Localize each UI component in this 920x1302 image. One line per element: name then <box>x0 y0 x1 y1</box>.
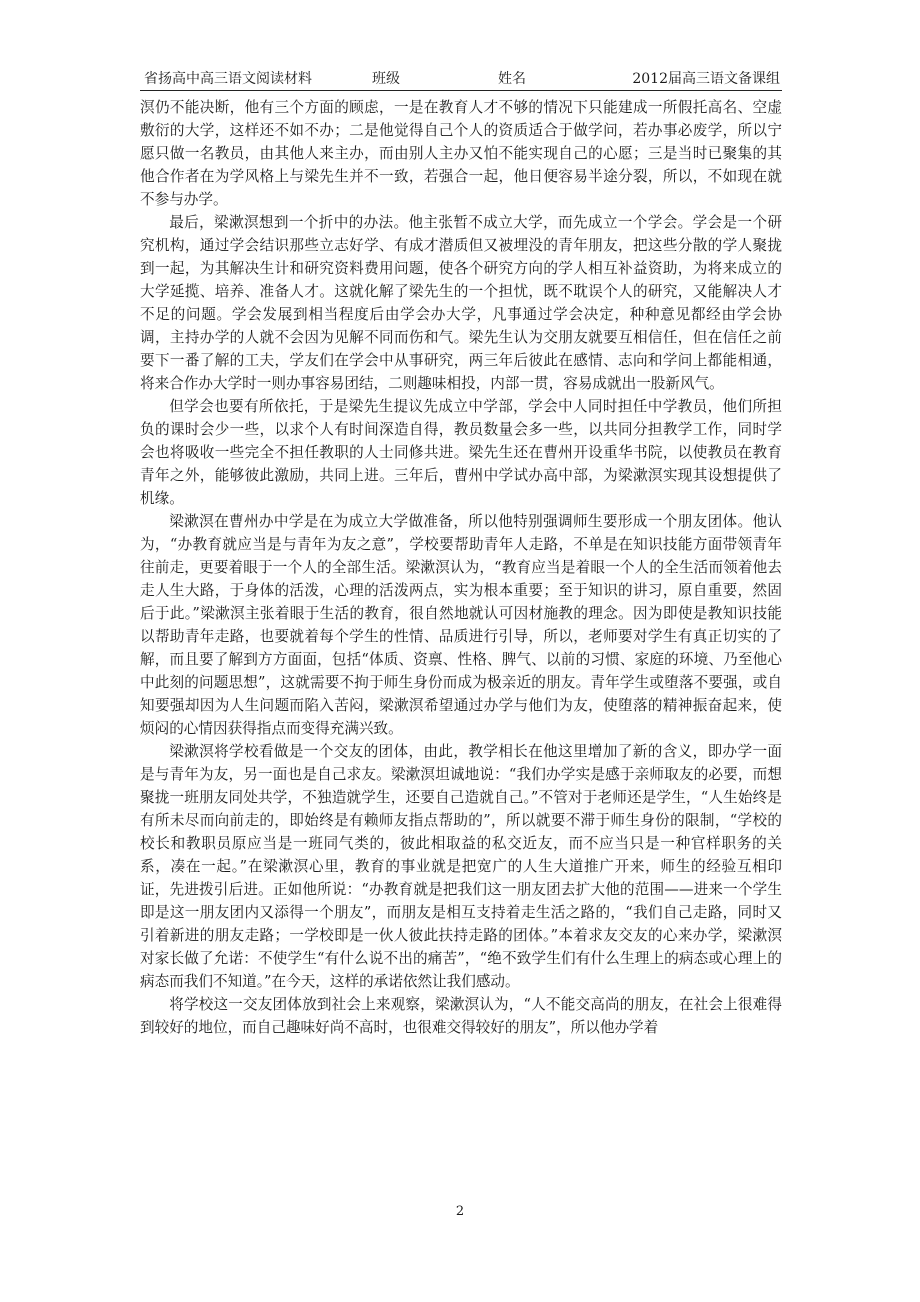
paragraph: 梁漱溟将学校看做是一个交友的团体，由此，教学相长在他这里增加了新的含义，即办学一面是与青年为友，另一面也是自己求友。梁漱溟坦诚地说：“我们办学实是感于亲师取友的必要，而想聚拢一班朋友同处共学，不独造就学生，还要自己造就自己。”不管对于老师还是学生，“人生始终是有所未尽而向前走的，即始终是有赖师友指点帮助的”，所以就要不滞于师生身份的限制，“学校的校长和教职员原应当是一班同气类的，彼此相取益的私交近友，而不应当只是一种官样职务的关系，凑在一起。”在梁漱溟心里，教育的事业就是把宽广的人生大道推广开来，师生的经验互相印证，先进拨引后进。正如他所说：“办教育就是把我们这一朋友团去扩大他的范围——进来一个学生即是这一朋友团内又添得一个朋友”，而朋友是相互支持着走生活之路的，“我们自己走路，同时又引着新进的朋友走路；一学校即是一伙人彼此扶持走路的团体。”本着求友交友的心来办学，梁漱溟对家长做了允诺：不使学生“有什么说不出的痛苦”，“绝不致学生们有什么生理上的病态或心理上的病态而我们不知道。”在今天，这样的承诺依然让我们感动。 <box>140 743 782 990</box>
header-group: 2012届高三语文备课组 <box>632 71 780 87</box>
paragraph: 将学校这一交友团体放到社会上来观察，梁漱溟认为，“人不能交高尚的朋友，在社会上很难得到较好的地位，而自己趣味好尚不高时，也很难交得较好的朋友”，所以他办学着 <box>140 996 782 1036</box>
paragraph: 但学会也要有所依托，于是梁先生提议先成立中学部，学会中人同时担任中学教员，他们所担负的课时会少一些，以求个人有时间深造自得，教员数量会多一些，以共同分担教学工作，同时学会也将吸收一些完全不担任教职的人士同修共进。梁先生还在曹州开设重华书院，以使教员在教育青年之外，能够彼此激励，共同上进。三年后，曹州中学试办高中部，为梁漱溟实现其设想提供了机缘。 <box>140 398 782 507</box>
page-number: 2 <box>455 1204 465 1219</box>
page-header <box>140 64 782 91</box>
paragraph: 最后，梁漱溟想到一个折中的办法。他主张暂不成立大学，而先成立一个学会。学会是一个研究机构，通过学会结识那些立志好学、有成才潜质但又被埋没的青年朋友，把这些分散的学人聚拢到一起，为其解决生计和研究资料费用问题，使各个研究方向的学人相互补益资助，为将来成立的大学延揽、培养、准备人才。这就化解了梁先生的一个担忧，既不耽误个人的研究，又能解决人才不足的问题。学会发展到相当程度后由学会办大学，凡事通过学会决定，种种意见都经由学会协调，主持办学的人就不会因为见解不同而伤和气。梁先生认为交朋友就要互相信任，但在信任之前要下一番了解的工夫，学友们在学会中从事研究，两三年后彼此在感情、志向和学问上都能相通，将来合作办大学时一则办事容易团结，二则趣味相投，内部一贯，容易成就出一股新风气。 <box>140 214 782 392</box>
header-name-label: 姓名 <box>498 71 526 87</box>
header-title: 省扬高中高三语文阅读材料 <box>144 71 312 87</box>
article-body <box>140 96 782 1039</box>
header-class-label: 班级 <box>372 71 400 87</box>
paragraph: 溟仍不能决断，他有三个方面的顾虑，一是在教育人才不够的情况下只能建成一所假托高名、空虚敷衍的大学，这样还不如不办；二是他觉得自己个人的资质适合于做学问，若办事必废学，所以宁愿只做一名教员，由其他人来主办，而由别人主办又怕不能实现自己的心愿；三是当时已聚集的其他合作者在为学风格上与梁先生并不一致，若强合一起，他日便容易半途分裂，所以，不如现在就不参与办学。 <box>140 99 782 208</box>
paragraph: 梁漱溟在曹州办中学是在为成立大学做准备，所以他特别强调师生要形成一个朋友团体。他认为，“办教育就应当是与青年为友之意”，学校要帮助青年人走路，不单是在知识技能方面带领青年往前走，更要着眼于一个人的全部生活。梁漱溟认为，“教育应当是着眼一个人的全生活而领着他去走人生大路，于身体的活泼，心理的活泼两点，实为根本重要；至于知识的讲习，原自重要，然固后于此。”梁漱溟主张着眼于生活的教育，很自然地就认可因材施教的理念。因为即使是教知识技能以帮助青年走路，也要就着每个学生的性情、品质进行引导，所以，老师要对学生有真正切实的了解，而且要了解到方方面面，包括“体质、资禀、性格、脾气、以前的习惯、家庭的环境、乃至他心中此刻的问题思想”，这就需要不拘于师生身份而成为极亲近的朋友。青年学生或堕落不要强，或自知要强却因为人生问题而陷入苦闷，梁漱溟希望通过办学与他们为友，使堕落的精神振奋起来，使烦闷的心情因获得指点而变得充满兴致。 <box>140 513 782 737</box>
